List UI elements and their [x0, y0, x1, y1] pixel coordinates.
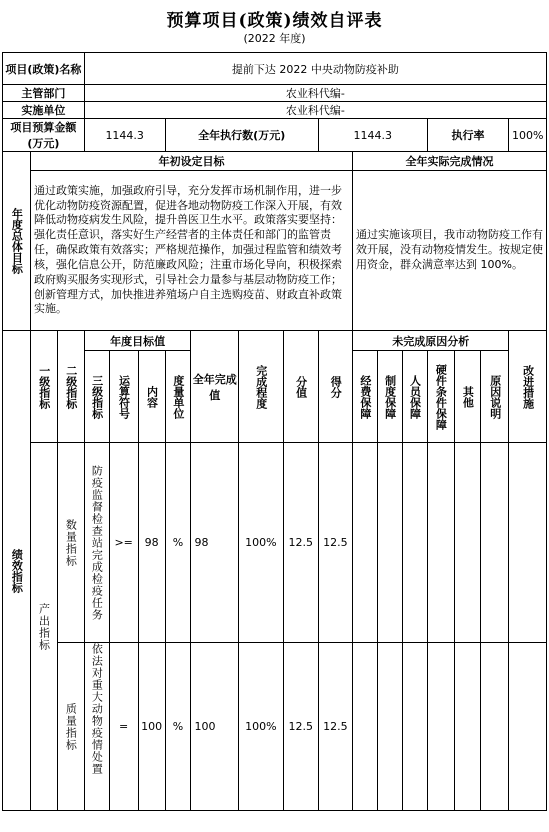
budget-label: 项目预算金额(万元)	[3, 119, 85, 152]
reason-cell	[377, 643, 402, 811]
reason-staff-header: 人员保障	[402, 351, 427, 443]
operator-cell: >=	[109, 443, 138, 643]
page-title: 预算项目(政策)绩效自评表	[166, 11, 383, 31]
level2-cell: 数量指标	[57, 443, 84, 643]
improvement-cell	[509, 443, 547, 643]
score-value-cell: 12.5	[283, 643, 318, 811]
score-header: 得分	[318, 331, 352, 443]
reason-cell	[481, 443, 509, 643]
level2-cell: 质量指标	[57, 643, 84, 811]
reason-explain-header: 原因说明	[481, 351, 509, 443]
score-value-header: 分值	[283, 331, 318, 443]
actual-status-header: 全年实际完成情况	[353, 152, 547, 171]
level2-header: 二级指标	[57, 331, 84, 443]
initial-goal-header: 年初设定目标	[30, 152, 352, 171]
score-cell: 12.5	[318, 643, 352, 811]
level3-cell: 防疫监督检查站完成检疫任务	[84, 443, 109, 643]
reason-cell	[454, 443, 481, 643]
unit-value: 农业科代编-	[84, 102, 546, 119]
page-subtitle: (2022 年度)	[243, 32, 306, 45]
perf-indicator-label: 绩效指标	[3, 331, 31, 811]
reason-system-header: 制度保障	[377, 351, 402, 443]
department-value: 农业科代编-	[84, 85, 546, 102]
completion-cell: 100%	[239, 643, 284, 811]
reason-funding-header: 经费保障	[353, 351, 378, 443]
reason-cell	[427, 443, 454, 643]
project-name-label: 项目(政策)名称	[3, 53, 85, 85]
unit-cell: %	[165, 443, 191, 643]
improvement-header: 改进措施	[509, 331, 547, 443]
completion-header: 完成程度	[239, 331, 284, 443]
level1-header: 一级指标	[30, 331, 57, 443]
annual-value-cell: 100	[191, 643, 239, 811]
reason-cell	[454, 643, 481, 811]
evaluation-table	[2, 52, 547, 811]
reason-cell	[402, 443, 427, 643]
project-name-value: 提前下达 2022 中央动物防疫补助	[84, 53, 546, 85]
reason-cell	[353, 643, 378, 811]
annual-goal-label: 年度总体目标	[3, 152, 31, 331]
reason-cell	[402, 643, 427, 811]
execution-value: 1144.3	[318, 119, 427, 152]
content-header: 内容	[138, 351, 165, 443]
execution-label: 全年执行数(万元)	[165, 119, 318, 152]
measure-unit-header: 度量单位	[165, 351, 191, 443]
budget-value: 1144.3	[84, 119, 165, 152]
improvement-cell	[509, 643, 547, 811]
unit-cell: %	[165, 643, 191, 811]
content-cell: 98	[138, 443, 165, 643]
content-cell: 100	[138, 643, 165, 811]
execution-rate-value: 100%	[509, 119, 547, 152]
score-value-cell: 12.5	[283, 443, 318, 643]
completion-cell: 100%	[239, 443, 284, 643]
department-label: 主管部门	[3, 85, 85, 102]
actual-status-text: 通过实施该项目，我市动物防疫工作有效开展，没有动物疫情发生。按规定使用资金，群众满意率达到 100%。	[353, 171, 547, 331]
annual-target-header: 年度目标值	[84, 331, 191, 351]
reason-hardware-header: 硬件条件保障	[427, 351, 454, 443]
level3-cell: 依法对重大动物疫情处置	[84, 643, 109, 811]
level3-header: 三级指标	[84, 351, 109, 443]
operator-cell: =	[109, 643, 138, 811]
annual-value-header: 全年完成值	[191, 331, 239, 443]
annual-value-cell: 98	[191, 443, 239, 643]
initial-goal-text: 通过政策实施，加强政府引导，充分发挥市场机制作用，进一步优化动物防疫资源配置，促进各地动物防疫工作深入开展，有效降低动物疫病发生风险，提升兽医卫生水平。政策落实要坚持：强化责任意识，落实好生产经营者的主体责任和部门的监管责任，确保政策有效落实；严格规范操作，加强过程监管和绩效考核，强化信息公开，防范廉政风险；注重市场化导向，积极探索政府购买服务实现形式，引导社会力量参与基层动物防疫工作；创新管理方式，加快推进养殖场户自主选购疫苗、财政直补政策实施。	[30, 171, 352, 331]
reason-cell	[481, 643, 509, 811]
reason-analysis-header: 未完成原因分析	[353, 331, 509, 351]
reason-cell	[427, 643, 454, 811]
reason-cell	[377, 443, 402, 643]
unit-label: 实施单位	[3, 102, 85, 119]
execution-rate-label: 执行率	[427, 119, 509, 152]
score-cell: 12.5	[318, 443, 352, 643]
level1-cell: 产出指标	[30, 443, 57, 811]
reason-other-header: 其他	[454, 351, 481, 443]
reason-cell	[353, 443, 378, 643]
operator-header: 运算符号	[109, 351, 138, 443]
